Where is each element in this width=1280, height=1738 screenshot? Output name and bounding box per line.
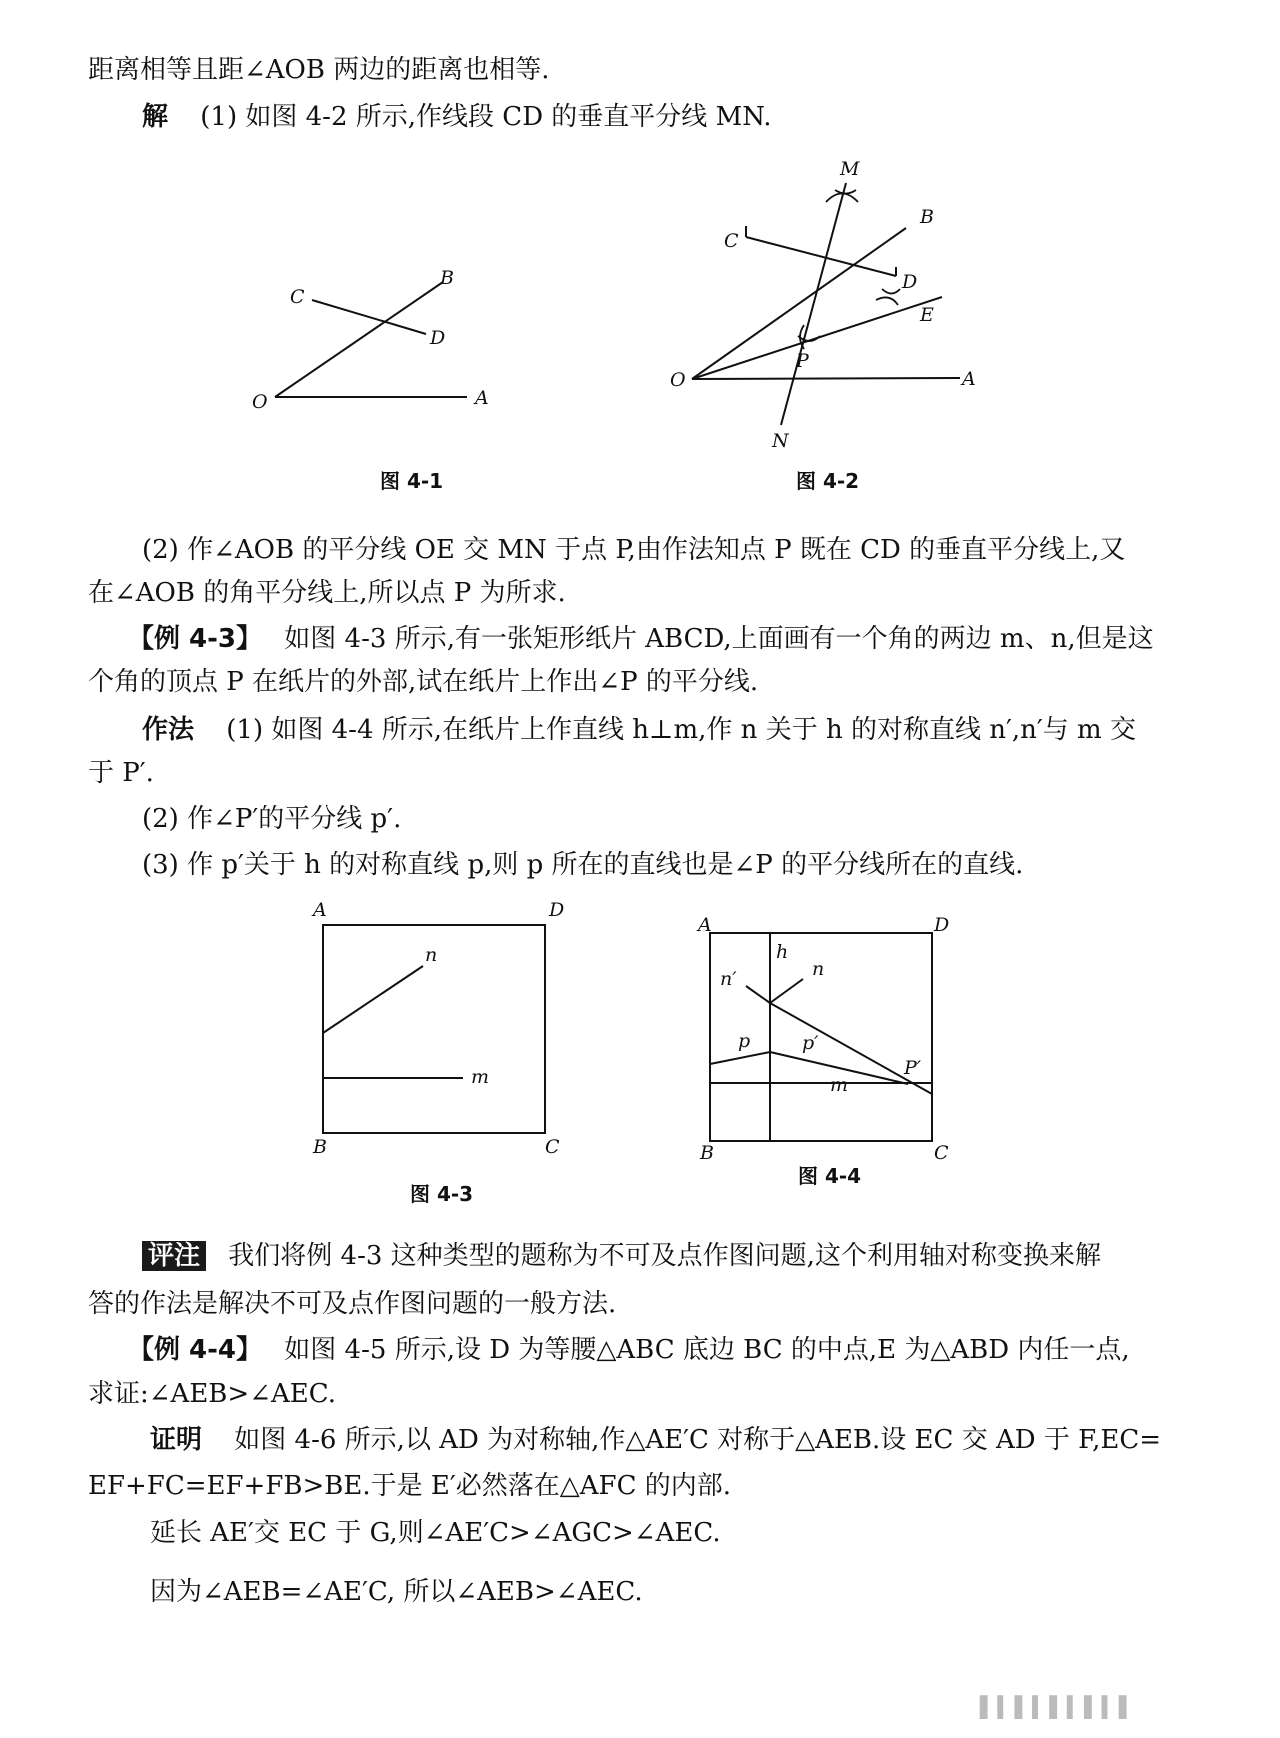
example-4-3-label: 【例 4-3】 [128, 624, 263, 654]
text-line-1: 距离相等且距∠AOB 两边的距离也相等. [88, 55, 550, 85]
text-line-17: 延长 AE′交 EC 于 G,则∠AE′C>∠AGC>∠AEC. [150, 1518, 721, 1548]
fig43-label-A: A [313, 899, 327, 921]
figure-4-1-caption: 图 4-1 [380, 469, 444, 493]
fig42-label-E: E [920, 304, 934, 326]
figure-4-3 [305, 900, 585, 1160]
fig44-label-n: n [812, 958, 825, 980]
fig43-label-m: m [471, 1066, 490, 1088]
comment-text: 我们将例 4-3 这种类型的题称为不可及点作图问题,这个利用轴对称变换来解 [228, 1241, 1101, 1271]
fig42-label-P: P [796, 350, 809, 372]
fig42-label-C: C [724, 230, 739, 252]
example-4-4-line [128, 1332, 1130, 1368]
text-line-3: (2) 作∠AOB 的平分线 OE 交 MN 于点 P,由作法知点 P 既在 CD 的垂直平分线上,又 [142, 535, 1126, 565]
construction-line [142, 712, 1136, 748]
fig43-label-n: n [425, 944, 438, 966]
figure-4-2-caption: 图 4-2 [796, 469, 860, 493]
text-line-6: 个角的顶点 P 在纸片的外部,试在纸片上作出∠P 的平分线. [88, 667, 759, 697]
figure-4-3-caption: 图 4-3 [410, 1182, 474, 1206]
text-line-18: 因为∠AEB=∠AE′C, 所以∠AEB>∠AEC. [150, 1577, 643, 1607]
solution-text: (1) 如图 4-2 所示,作线段 CD 的垂直平分线 MN. [200, 102, 772, 132]
fig42-label-D: D [902, 271, 918, 293]
solution-label: 解 [142, 102, 169, 132]
fig44-label-B: B [700, 1142, 714, 1164]
fig44-label-n-prime: n′ [720, 968, 737, 990]
example-4-3-text: 如图 4-3 所示,有一张矩形纸片 ABCD,上面画有一个角的两边 m、n,但是这 [284, 624, 1154, 654]
text-line-10: (3) 作 p′关于 h 的对称直线 p,则 p 所在的直线也是∠P 的平分线所在的直线. [142, 850, 1024, 880]
text-line-8: 于 P′. [88, 758, 154, 788]
figure-4-4-caption: 图 4-4 [798, 1164, 862, 1188]
fig41-label-C: C [290, 286, 305, 308]
figure-4-2 [670, 155, 990, 455]
construction-text: (1) 如图 4-4 所示,在纸片上作直线 h⊥m,作 n 关于 h 的对称直线 n′,n′与 m 交 [226, 715, 1136, 745]
fig42-label-B: B [920, 206, 934, 228]
fig44-label-m: m [830, 1074, 849, 1096]
fig44-label-p: p [738, 1030, 751, 1052]
fig44-label-p-prime: p′ [802, 1032, 819, 1054]
solution-line [142, 99, 772, 135]
text-line-4: 在∠AOB 的角平分线上,所以点 P 为所求. [88, 578, 566, 608]
fig41-label-A: A [475, 387, 489, 409]
figure-4-4 [690, 903, 980, 1163]
fig43-label-C: C [545, 1136, 560, 1158]
proof-label: 证明 [150, 1425, 203, 1455]
text-line-16: EF+FC=EF+FB>BE.于是 E′必然落在△AFC 的内部. [88, 1471, 731, 1501]
fig42-label-M: M [840, 158, 860, 180]
fig42-label-N: N [772, 430, 789, 452]
comment-tag: 评注 [142, 1241, 206, 1271]
fig44-label-h: h [776, 941, 789, 963]
example-4-3-line [128, 621, 1154, 657]
fig44-label-P-prime: P′ [904, 1057, 922, 1079]
fig43-label-D: D [549, 899, 565, 921]
fig44-label-C: C [934, 1142, 949, 1164]
proof-line [150, 1422, 1161, 1458]
text-line-14: 求证:∠AEB>∠AEC. [88, 1379, 336, 1409]
fig43-label-B: B [313, 1136, 327, 1158]
fig41-label-O: O [252, 391, 268, 413]
text-line-12: 答的作法是解决不可及点作图问题的一般方法. [88, 1289, 617, 1319]
example-4-4-label: 【例 4-4】 [128, 1335, 263, 1365]
text-line-9: (2) 作∠P′的平分线 p′. [142, 804, 402, 834]
comment-line [142, 1238, 1101, 1274]
fig44-label-A: A [698, 914, 712, 936]
construction-label: 作法 [142, 715, 195, 745]
fig41-label-B: B [440, 267, 454, 289]
figure-4-1 [250, 262, 550, 442]
fig44-label-D: D [934, 914, 950, 936]
watermark-bar: ▌▍▌▍▌▍▌▍▌ [980, 1695, 1137, 1719]
example-4-4-text: 如图 4-5 所示,设 D 为等腰△ABC 底边 BC 的中点,E 为△ABD 内任一点, [284, 1335, 1130, 1365]
fig42-label-A: A [962, 368, 976, 390]
proof-text: 如图 4-6 所示,以 AD 为对称轴,作△AE′C 对称于△AEB.设 EC 交 AD 于 F,EC= [234, 1425, 1162, 1455]
fig42-label-O: O [670, 369, 686, 391]
fig41-label-D: D [430, 327, 446, 349]
